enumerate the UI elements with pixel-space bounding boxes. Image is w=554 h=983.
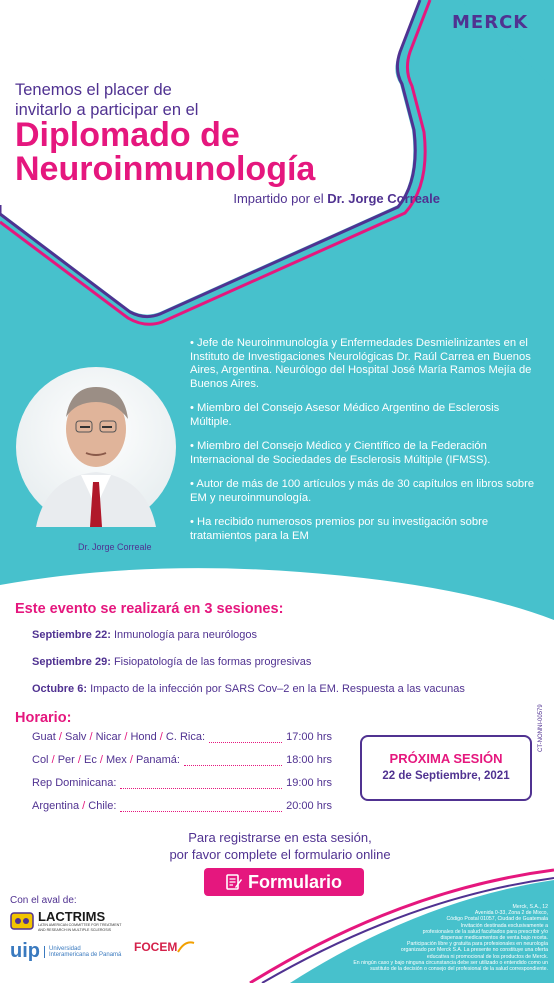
dotted-leader	[209, 731, 282, 743]
bio-item: • Miembro del Consejo Médico y Científico de la Federación Internacional de Sociedades de Esclerosis Múltiple (IFMSS).	[190, 440, 491, 466]
separator: /	[126, 754, 136, 766]
aval-label: Con el aval de:	[10, 895, 77, 906]
country: Mex	[106, 754, 127, 766]
separator: /	[96, 754, 106, 766]
legal-line: Participación libre y gratuita para profesionales en neurología	[406, 941, 548, 948]
session-date: Septiembre 22:	[32, 629, 111, 641]
separator: /	[121, 731, 131, 743]
schedule-row	[32, 731, 332, 747]
impartido-speaker: Dr. Jorge Correale	[327, 191, 440, 206]
page-title	[15, 118, 405, 186]
legal-line: sustituto de la decisión o consejo del profesional de la salud correspondiente.	[370, 966, 548, 973]
legal-line: organizado por Merck S.A. La presente no constituye una oferta	[400, 947, 548, 954]
title-line-1: Diplomado de	[15, 116, 240, 154]
schedule-time: 18:00 hrs	[286, 754, 332, 766]
country: Argentina	[32, 800, 80, 812]
schedule-time: 17:00 hrs	[286, 731, 332, 743]
lactrims-name: LACTRIMS	[38, 909, 106, 924]
legal-line: En ningún caso y bajo ninguna circunstancia debe ser utilizado o entendido como un	[353, 959, 548, 966]
dotted-leader	[120, 777, 282, 789]
session-topic: Fisiopatología de las formas progresivas	[113, 656, 312, 668]
schedule-row	[32, 777, 332, 793]
lactrims-icon	[10, 911, 34, 931]
bio-item: • Autor de más de 100 artículos y más de 30 capítulos en libros sobre EM y neuroinmunología.	[190, 478, 535, 504]
separator: /	[74, 754, 84, 766]
next-session-box	[360, 735, 532, 801]
country: Hond	[130, 731, 157, 743]
legal-line: dispensar medicamentos de venta bajo receta.	[440, 935, 548, 942]
next-session-date: 22 de Septiembre, 2021	[382, 770, 510, 782]
country: C. Rica:	[165, 731, 206, 743]
document-code: CT-NONNI-00579	[538, 704, 544, 752]
schedule-countries	[32, 731, 205, 747]
session-topic: Impacto de la infección por SARS Cov–2 en la EM. Respuesta a las vacunas	[90, 683, 465, 695]
uip-mark: uip	[10, 940, 40, 962]
legal-line: Código Postal 01057, Ciudad de Guatemala	[446, 916, 548, 923]
focem-name: FOCEM	[134, 940, 178, 954]
country: Guat	[32, 731, 56, 743]
legal-line: educativa ni promocional de los productos de Merck.	[426, 953, 548, 960]
legal-text	[330, 904, 548, 972]
formulario-button-label: Formulario	[247, 871, 342, 892]
schedule-time: 20:00 hrs	[286, 800, 332, 812]
country: Per	[57, 754, 75, 766]
legal-line: Invitación destinada exclusivamente a	[460, 922, 548, 929]
register-line-2: por favor complete el formulario online	[169, 847, 391, 862]
lactrims-logo	[10, 910, 128, 932]
country: Panamá:	[135, 754, 180, 766]
session-date: Septiembre 29:	[32, 656, 111, 668]
title-line-2: Neuroinmunología	[15, 150, 316, 188]
schedule-countries	[32, 800, 116, 816]
horario-title: Horario:	[15, 710, 72, 726]
country: Salv	[65, 731, 87, 743]
bio-item: • Miembro del Consejo Asesor Médico Argentino de Esclerosis Múltiple.	[190, 402, 500, 428]
country: Ec	[83, 754, 97, 766]
legal-line: Avenida 0-33, Zona 2 de Mixco,	[474, 910, 548, 917]
register-text	[130, 829, 430, 863]
invite-text	[15, 80, 315, 120]
focem-logo	[134, 940, 195, 954]
separator: /	[86, 731, 96, 743]
session-item	[32, 683, 465, 695]
separator: /	[79, 800, 89, 812]
events-title: Este evento se realizará en 3 sesiones:	[15, 601, 284, 617]
separator: /	[48, 754, 58, 766]
separator: /	[156, 731, 166, 743]
uip-subtitle-2: Interamericana de Panamá	[49, 951, 122, 958]
formulario-button[interactable]	[204, 868, 364, 896]
focem-swoosh-icon	[177, 940, 195, 954]
register-line-1: Para registrarse en esta sesión,	[188, 830, 372, 845]
schedule-countries	[32, 754, 180, 770]
session-date: Octubre 6:	[32, 683, 88, 695]
schedule-row	[32, 800, 332, 816]
legal-line: Merck, S.A., 12	[512, 904, 548, 910]
speaker-photo	[16, 357, 176, 537]
photo-caption: Dr. Jorge Correale	[78, 542, 152, 552]
legal-line: profesionales de la salud facultados para prescribir y/o	[422, 928, 548, 935]
lactrims-subtitle: LATIN AMERICAN COMMITTEE FOR TREATMENT AND RESEARCH IN MULTIPLE SCLEROSIS	[38, 923, 122, 932]
session-item	[32, 656, 311, 668]
country: Col	[32, 754, 49, 766]
next-session-label: PRÓXIMA SESIÓN	[389, 751, 503, 766]
bio-item: • Ha recibido numerosos premios por su investigación sobre tratamientos para la EM	[190, 516, 489, 542]
schedule-countries	[32, 777, 116, 793]
schedule-time: 19:00 hrs	[286, 777, 332, 789]
session-topic: Inmunología para neurólogos	[113, 629, 258, 641]
country: Rep Dominicana:	[32, 777, 117, 789]
uip-subtitle-1: Universidad	[49, 945, 81, 952]
impartido-prefix: Impartido por el	[233, 191, 324, 206]
bio-item: • Jefe de Neuroinmunología y Enfermedades Desmielinizantes en el Instituto de Investigaciones Neurológicas Dr. Raúl Carrea en Buenos Aires, Argentina. Neurólogo del Hospital José María Ramos Mejía de Buenos Aires.	[190, 337, 532, 390]
impartido-text	[140, 191, 440, 206]
speaker-bio	[190, 337, 542, 554]
session-item	[32, 629, 257, 641]
merck-logo: MERCK	[452, 12, 529, 33]
schedule-row	[32, 754, 332, 770]
form-edit-icon	[226, 873, 242, 891]
dotted-leader	[120, 800, 282, 812]
country: Nicar	[95, 731, 122, 743]
separator: /	[55, 731, 66, 743]
invite-line-2: invitarlo a participar en el	[15, 101, 199, 119]
uip-logo	[10, 940, 121, 963]
invite-line-1: Tenemos el placer de	[15, 81, 172, 99]
dotted-leader	[184, 754, 282, 766]
country: Chile:	[88, 800, 117, 812]
